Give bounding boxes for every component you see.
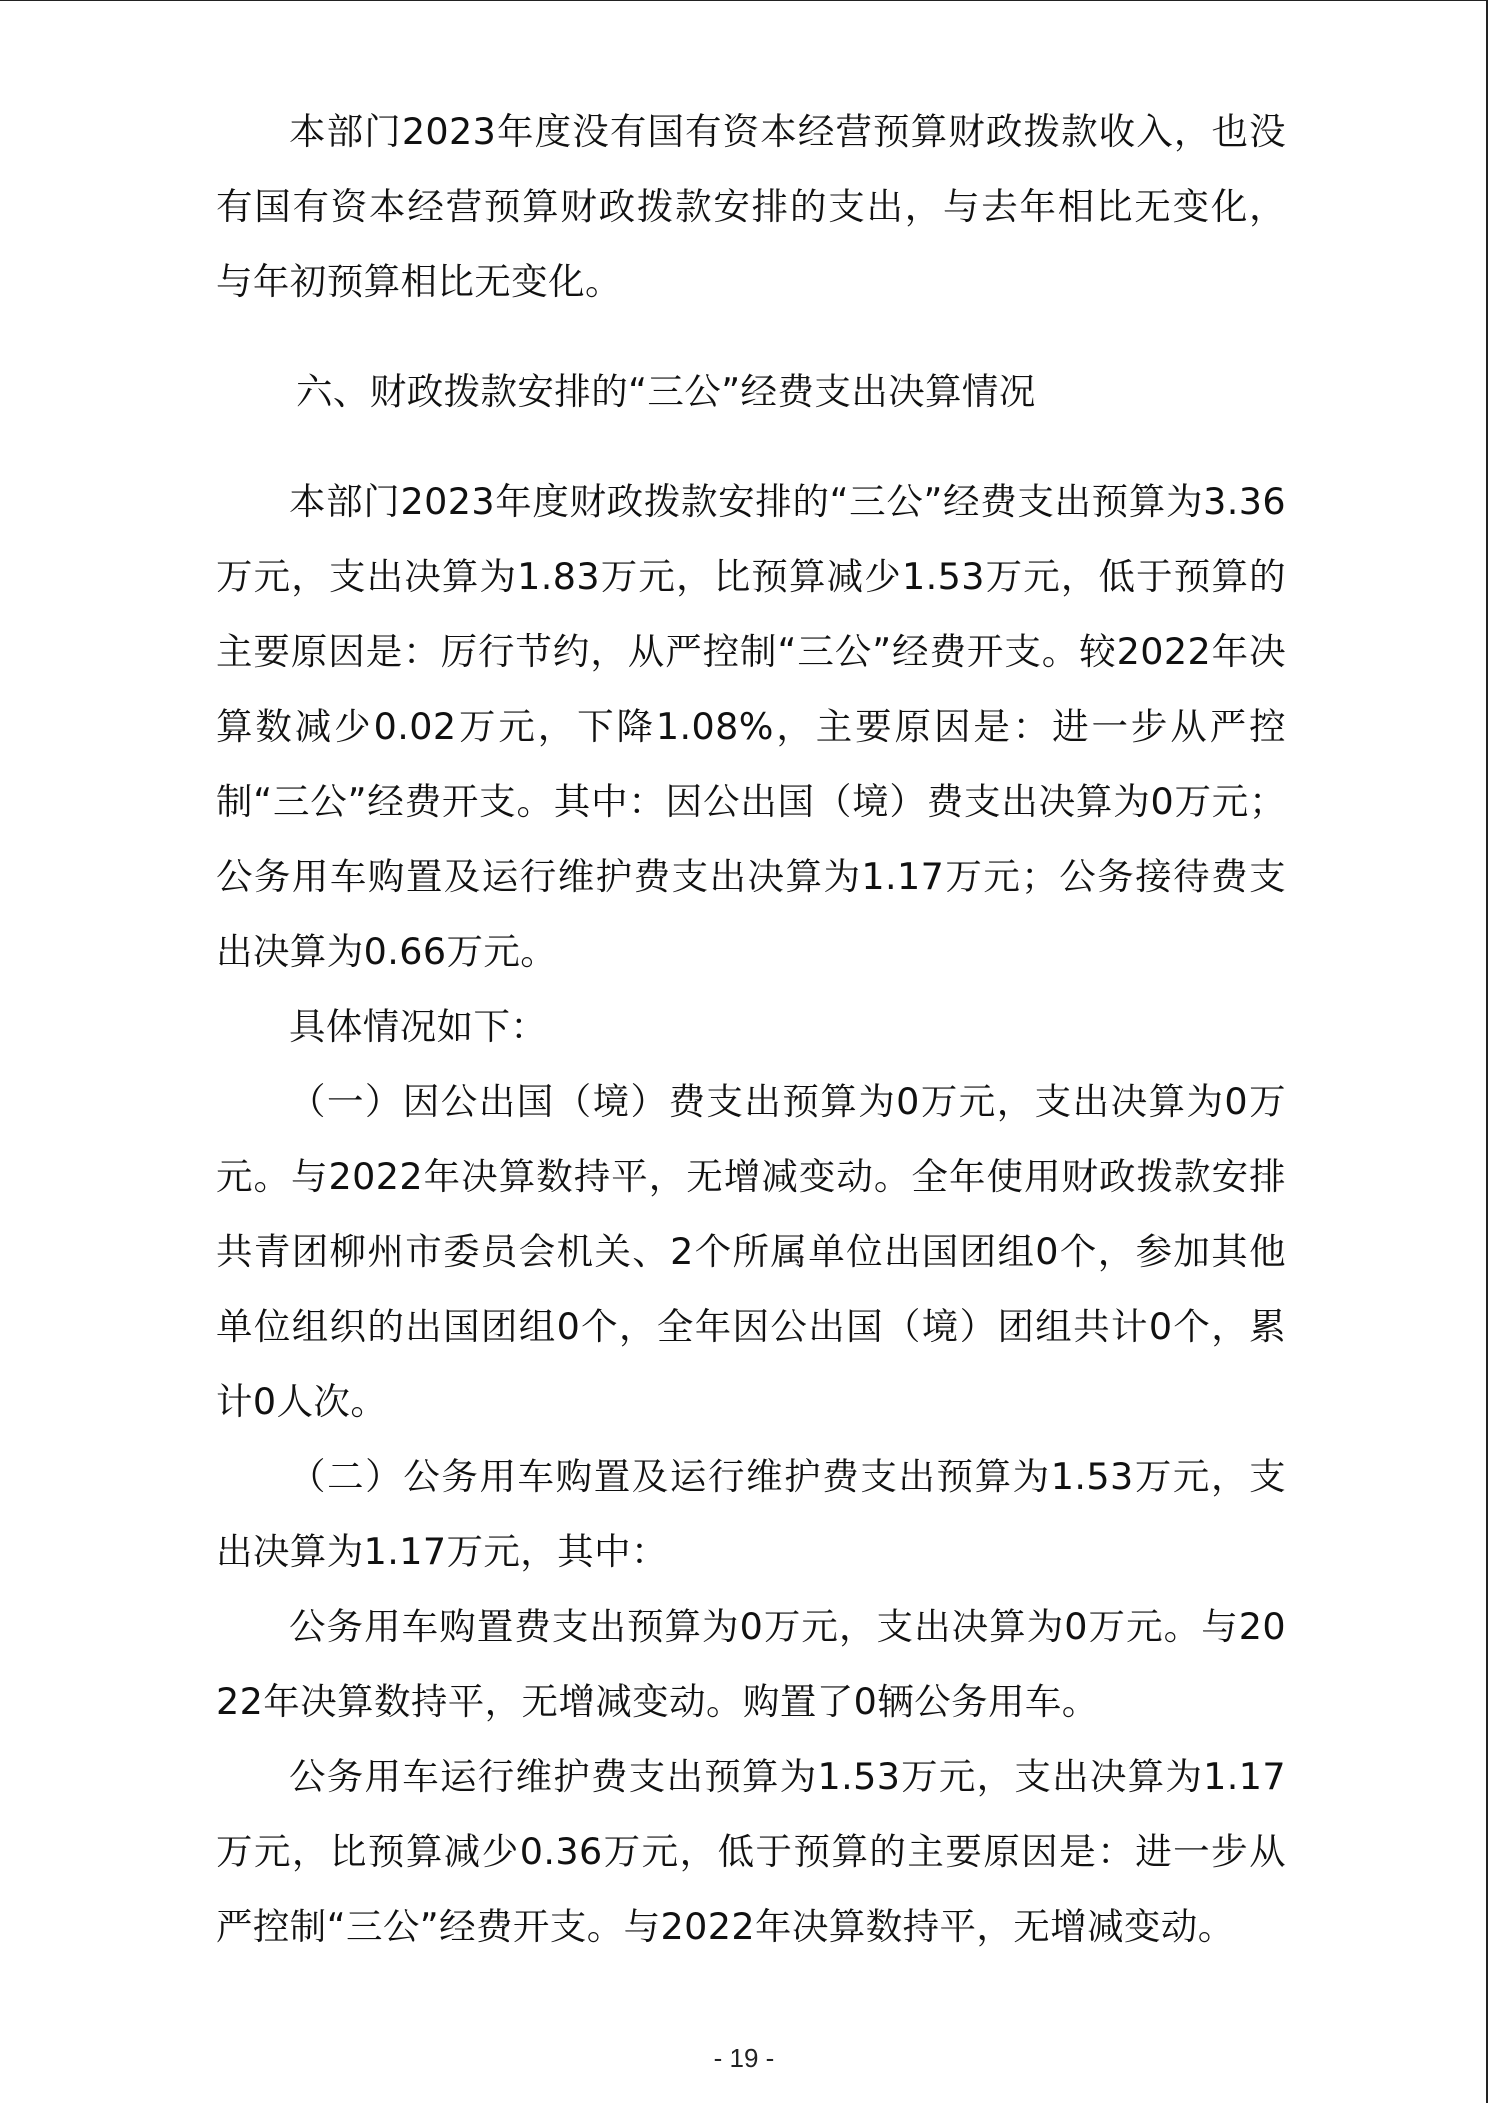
document-body [216, 94, 1286, 1964]
paragraph-vehicle-expenses: （二）公务用车购置及运行维护费支出预算为1.53万元，支出决算为1.17万元，其中： [216, 1455, 1286, 1573]
paragraph-vehicle-maintenance: 公务用车运行维护费支出预算为1.53万元，支出决算为1.17万元，比预算减少0.36万元，低于预算的主要原因是：进一步从严控制“三公”经费开支。与2022年决算数持平，无增减变动。 [216, 1755, 1286, 1948]
page-number: - 19 - [713, 2043, 775, 2073]
paragraph-overseas-travel: （一）因公出国（境）费支出预算为0万元，支出决算为0万元。与2022年决算数持平，无增减变动。全年使用财政拨款安排共青团柳州市委员会机关、2个所属单位出国团组0个，参加其他单位组织的出国团组0个，全年因公出国（境）团组共计0个，累计0人次。 [216, 1080, 1286, 1423]
paragraph-vehicle-purchase: 公务用车购置费支出预算为0万元，支出决算为0万元。与2022年决算数持平，无增减变动。购置了0辆公务用车。 [216, 1605, 1286, 1723]
paragraph-three-public-summary: 本部门2023年度财政拨款安排的“三公”经费支出预算为3.36万元，支出决算为1.83万元，比预算减少1.53万元，低于预算的主要原因是：厉行节约，从严控制“三公”经费开支。较2022年决算数减少0.02万元，下降1.08%，主要原因是：进一步从严控制“三公”经费开支。其中：因公出国（境）费支出决算为0万元；公务用车购置及运行维护费支出决算为1.17万元；公务接待费支出决算为0.66万元。 [216, 480, 1286, 973]
paragraph-details-intro: 具体情况如下： [289, 1005, 548, 1048]
section-heading-three-public-expenses: 六、财政拨款安排的“三公”经费支出决算情况 [296, 370, 1036, 413]
paragraph-state-capital-budget: 本部门2023年度没有国有资本经营预算财政拨款收入，也没有国有资本经营预算财政拨款安排的支出，与去年相比无变化，与年初预算相比无变化。 [216, 110, 1286, 303]
